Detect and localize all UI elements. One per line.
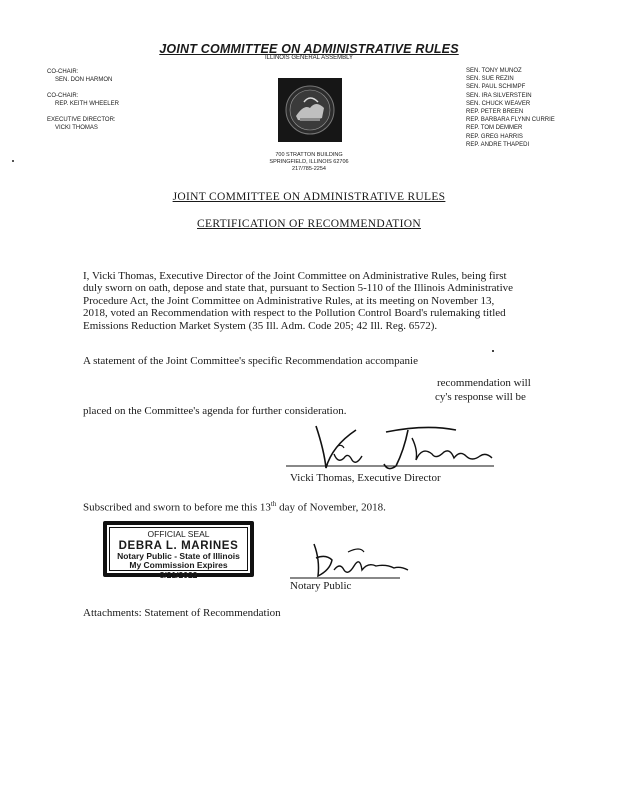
member: SEN. PAUL SCHIMPF [466,84,526,91]
stamp-notary-name: DEBRA L. MARINES [118,539,239,552]
member: REP. PETER BREEN [466,109,524,116]
stamp-line: My Commission Expires 8/21/2022 [129,560,228,580]
member: SEN. CHUCK WEAVER [466,100,531,107]
document-heading: JOINT COMMITTEE ON ADMINISTRATIVE RULES [172,191,446,203]
paragraph-line: duly sworn on oath, depose and state that, pursuant to Section 5-110 of the Illinois Administrative [83,282,514,295]
state-seal-image [278,78,342,142]
committee-members [466,67,555,149]
document-subheading: CERTIFICATION OF RECOMMENDATION [197,218,421,230]
sworn-line-suffix: day of November, 2018. [276,501,386,514]
member: SEN. IRA SILVERSTEIN [466,92,532,99]
sworn-line [83,500,386,514]
executive-director-label: EXECUTIVE DIRECTOR: [47,117,116,123]
agenda-line: placed on the Committee's agenda for further consideration. [83,405,347,417]
certification-paragraph [83,270,543,332]
co-chair-name: SEN. DON HARMON [55,77,113,83]
notary-public-label: Notary Public [290,580,352,592]
letterhead-title: JOINT COMMITTEE ON ADMINISTRATIVE RULES [159,42,459,56]
paragraph-line: 2018, voted an Recommendation with respect to the Pollution Control Board's rulemaking titled [83,307,506,320]
letterhead-officers [47,68,119,132]
signatory-line: Vicki Thomas, Executive Director [290,472,441,484]
phone-number: 217/785-2254 [292,166,326,172]
paragraph-line: Emissions Reduction Market System (35 Ill. Adm. Code 205; 42 Ill. Reg. 6572). [83,319,438,332]
paragraph-line: Procedure Act, the Joint Committee on Administrative Rules, at its meeting on November 13, [83,294,495,307]
member: SEN. SUE REZIN [466,76,514,83]
member: REP. BARBARA FLYNN CURRIE [466,117,555,124]
official-seal-stamp [103,521,254,580]
sworn-line-superscript: th [270,500,277,508]
co-chair-name: REP. KEITH WHEELER [55,101,119,107]
fragment-line: recommendation will [437,377,531,389]
scan-speck [12,160,14,162]
notary-signature [290,540,410,584]
statement-line: A statement of the Joint Committee's specific Recommendation accompanie [83,355,418,367]
member: SEN. TONY MUNOZ [466,68,522,74]
member: REP. GREG HARRIS [466,133,523,140]
paragraph-line: I, Vicki Thomas, Executive Director of the Joint Committee on Administrative Rules, being first [83,270,507,282]
co-chair-label: CO-CHAIR: [47,93,79,99]
scan-speck [492,350,494,352]
fragment-line: cy's response will be [435,391,526,403]
co-chair-label: CO-CHAIR: [47,69,79,75]
address-line: SPRINGFIELD, ILLINOIS 62706 [269,159,349,165]
executive-director-signature [286,420,501,476]
member: REP. TOM DEMMER [466,125,523,132]
address-line: 700 STRATTON BUILDING [275,152,343,158]
executive-director-name: VICKI THOMAS [55,125,98,131]
member: REP. ANDRE THAPEDI [466,141,530,148]
stamp-line: OFFICIAL SEAL [147,529,210,539]
seal-icon [278,78,342,142]
stamp-line: Notary Public - State of Illinois [117,550,240,561]
letterhead-subtitle: ILLINOIS GENERAL ASSEMBLY [264,55,354,61]
sworn-line-prefix: Subscribed and sworn to before me this 13 [83,501,271,514]
letterhead-address [0,152,618,173]
attachments-line: Attachments: Statement of Recommendation [83,607,281,619]
